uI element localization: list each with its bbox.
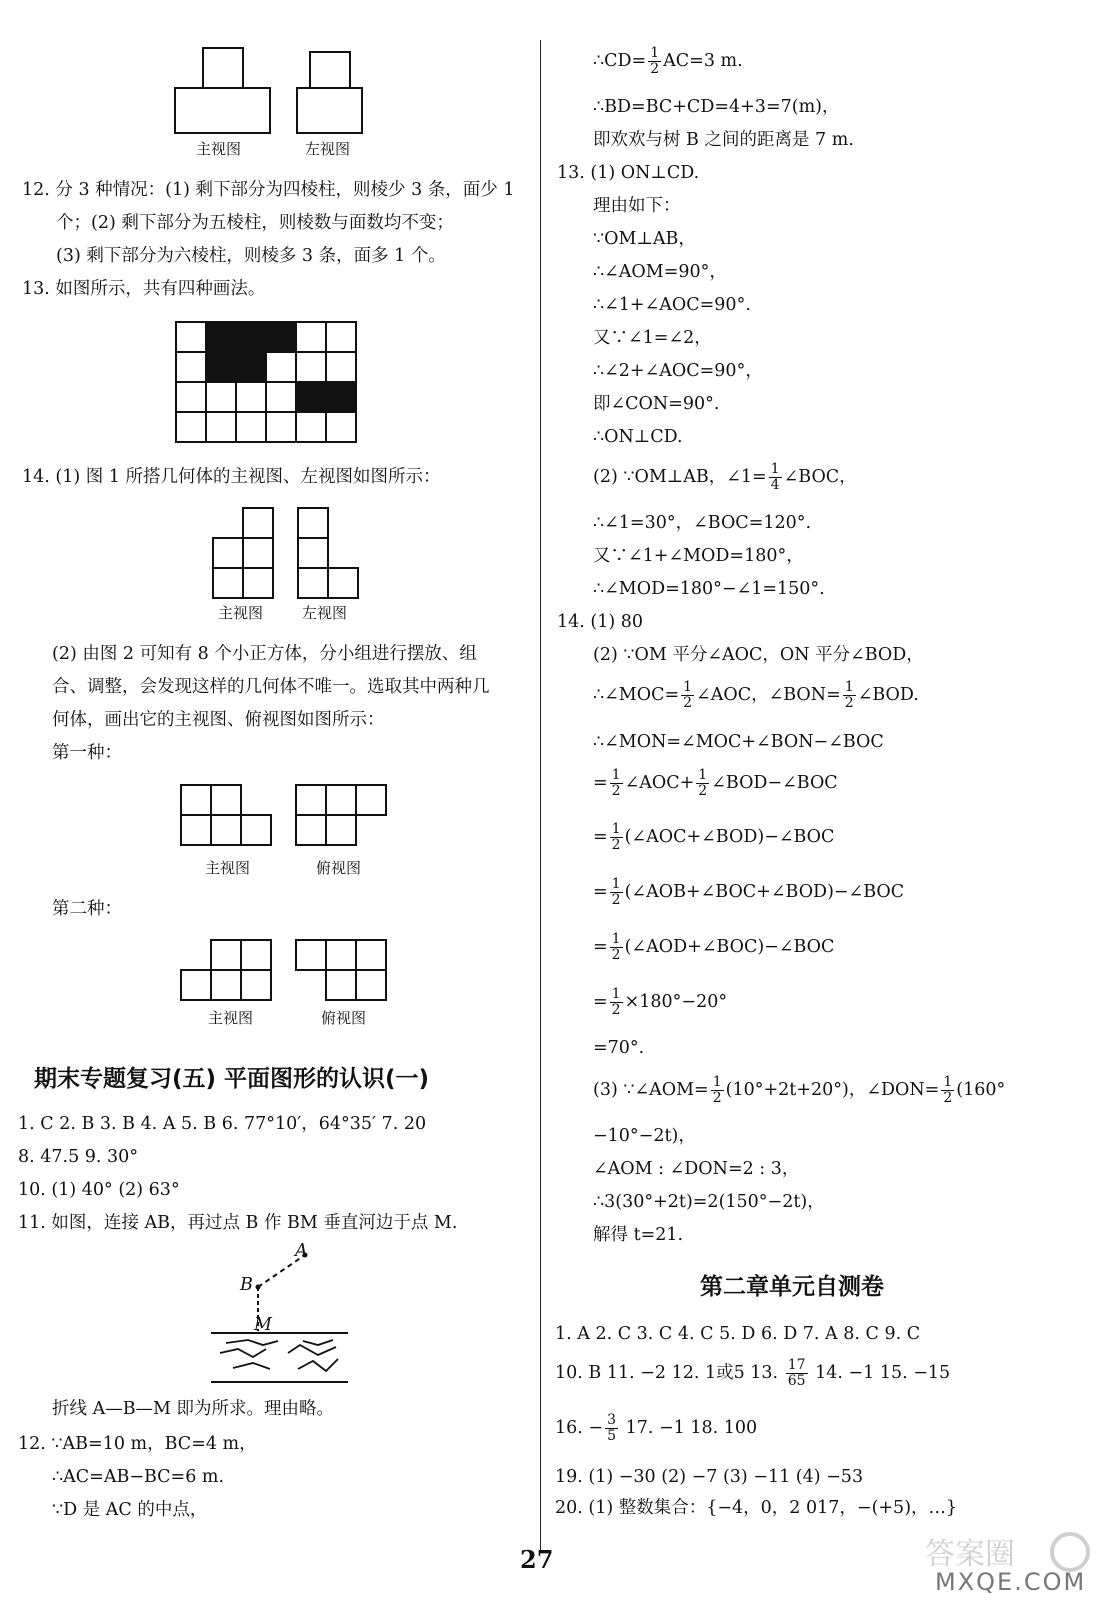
q14-part2-line-3: 何体，画出它的主视图、俯视图如图所示： (52, 710, 385, 730)
first-caption-front: 主视图 (205, 859, 251, 877)
bd-line: ∴BD=BC+CD=4+3=7(m)， (593, 97, 840, 117)
second-kind-figure (181, 940, 391, 1002)
q12-line-2: 个；(2) 剩下部分为五棱柱，则棱数与面数均不变； (56, 213, 454, 233)
q14-caption-left: 左视图 (302, 604, 348, 622)
q14-step-2: = $\frac{1}{2}$ (∠AOC+∠BOD)−∠BOC (593, 821, 835, 853)
caption-left-view: 左视图 (305, 140, 351, 158)
q13-line-5: ∴∠1+∠AOC=90°. (593, 295, 751, 315)
label-b: B (240, 1275, 253, 1295)
section-title-review-5: 期末专题复习(五) 平面图形的认识(一) (34, 1066, 430, 1092)
answers-line-1: 1. C 2. B 3. B 4. A 5. B 6. 77°10′，64°35′ 7. 20 (18, 1114, 427, 1134)
q13-line-1: 13. (1) ON⊥CD. (557, 163, 700, 183)
q14-step-6: =70°. (593, 1038, 645, 1058)
q14-part2-line-1: (2) 由图 2 可知有 8 个小正方体，分小组进行摆放、组 (52, 644, 477, 664)
q13-line-4: ∴∠AOM=90°， (593, 262, 727, 282)
q12b-line-1: 12. ∵AB=10 m，BC=4 m， (18, 1434, 257, 1454)
distance-line: 即欢欢与树 B 之间的距离是 7 m. (593, 130, 854, 150)
q14-part3-rest-3: ∴3(30°+2t)=2(150°−2t)， (593, 1192, 825, 1212)
q13-part2-rest-3: ∴∠MOD=180°−∠1=150°. (593, 579, 825, 599)
column-divider (540, 40, 541, 1550)
q14-part1: 14. (1) 80 (557, 612, 644, 632)
svg-text:答案圈: 答案圈 (925, 1537, 1015, 1572)
q13-line-6: 又∵∠1=∠2， (593, 328, 712, 348)
q14-part3-line: (3) ∵∠AOM= $\frac{1}{2}$ (10°+2t+20°)，∠DON= $\frac{1}{2}$ (160° (593, 1074, 1006, 1106)
label-m: M (254, 1315, 272, 1335)
q12-line-3: (3) 剩下部分为六棱柱，则棱多 3 条，面多 1 个。 (56, 246, 446, 266)
q13-line-3: ∵OM⊥AB， (593, 229, 696, 249)
ch2-answers-5: 20. (1) 整数集合：{−4，0，2 017，−(+5)，…} (555, 1498, 958, 1518)
top-views-figure (18, 0, 528, 140)
q14-views-figure (213, 508, 393, 600)
q13-text: 13. 如图所示，共有四种画法。 (22, 279, 266, 299)
q14-step-1: = $\frac{1}{2}$ ∠AOC+ $\frac{1}{2}$ ∠BOD−∠BOC (593, 767, 838, 799)
fraction-half: $\frac{1}{2}$ (650, 45, 660, 77)
watermark-text: MXQE.COM (935, 1568, 1087, 1596)
q13-line-2: 理由如下： (593, 196, 681, 216)
ch2-answers-4: 19. (1) −30 (2) −7 (3) −11 (4) −53 (555, 1467, 864, 1487)
first-kind-label: 第一种： (52, 743, 122, 763)
q14-part3-rest-1: −10°−2t)， (593, 1126, 696, 1146)
q14-caption-front: 主视图 (218, 604, 264, 622)
ch2-answers-3: 16. − $\frac{3}{5}$ 17. −1 18. 100 (555, 1412, 758, 1444)
section-title-chapter2: 第二章单元自测卷 (700, 1274, 884, 1300)
q14-mon-line: ∴∠MON=∠MOC+∠BON−∠BOC (593, 732, 884, 752)
q14-part1: 14. (1) 图 1 所搭几何体的主视图、左视图如图所示： (22, 467, 441, 487)
q13-part2-rest-1: ∴∠1=30°，∠BOC=120°. (593, 513, 812, 533)
q13-line-7: ∴∠2+∠AOC=90°， (593, 361, 763, 381)
q14-moc-line: ∴∠MOC= $\frac{1}{2}$ ∠AOC，∠BON= $\frac{1}{2}$ ∠BOD. (593, 679, 919, 711)
q14-step-3: = $\frac{1}{2}$ (∠AOB+∠BOC+∠BOD)−∠BOC (593, 876, 905, 908)
q11-text: 11. 如图，连接 AB，再过点 B 作 BM 垂直河边于点 M. (18, 1213, 458, 1233)
q13-grid-figure (176, 322, 361, 444)
ch2-answers-2: 10. B 11. −2 12. 1或5 13. $\frac{17}{65}$ 14. −1 15. −15 (555, 1357, 951, 1389)
first-kind-figure (181, 785, 391, 847)
answers-line-2: 8. 47.5 9. 30° (18, 1147, 139, 1167)
q14-part2: (2) ∵OM 平分∠AOC，ON 平分∠BOD， (593, 645, 924, 665)
q13-line-9: ∴ON⊥CD. (593, 427, 683, 447)
answers-line-3: 10. (1) 40° (2) 63° (18, 1180, 180, 1200)
q13-part2-rest-2: 又∵∠1+∠MOD=180°， (593, 546, 804, 566)
second-caption-front: 主视图 (208, 1009, 254, 1027)
q13-line-8: 即∠CON=90°. (593, 394, 720, 414)
q14-step-4: = $\frac{1}{2}$ (∠AOD+∠BOC)−∠BOC (593, 931, 835, 963)
page-number: 27 (520, 1545, 554, 1574)
caption-front-view: 主视图 (196, 140, 242, 158)
q12b-line-3: ∵D 是 AC 的中点， (52, 1500, 208, 1520)
q11-conclusion: 折线 A—B—M 即为所求。理由略。 (52, 1399, 335, 1419)
second-kind-label: 第二种： (52, 899, 122, 919)
q14-part3-rest-2: ∠AOM : ∠DON=2 : 3， (593, 1159, 800, 1179)
q14-part3-rest-4: 解得 t=21. (593, 1225, 684, 1245)
label-a: A (295, 1241, 308, 1261)
cd-line: ∴CD= $\frac{1}{2}$ AC=3 m. (593, 45, 743, 77)
q14-part2-line-2: 合、调整，会发现这样的几何体不唯一。选取其中两种几 (52, 677, 490, 697)
second-caption-top: 俯视图 (321, 1009, 367, 1027)
q12b-line-2: ∴AC=AB−BC=6 m. (52, 1467, 225, 1487)
q11-river-figure (208, 1245, 358, 1390)
ch2-answers-1: 1. A 2. C 3. C 4. C 5. D 6. D 7. A 8. C 9. C (555, 1324, 921, 1344)
q12-line-1: 12. 分 3 种情况：(1) 剩下部分为四棱柱，则棱少 3 条，面少 1 (22, 180, 515, 200)
q13-part2-line: (2) ∵OM⊥AB，∠1= $\frac{1}{4}$ ∠BOC， (593, 461, 857, 493)
q14-step-5: = $\frac{1}{2}$ ×180°−20° (593, 986, 728, 1018)
first-caption-top: 俯视图 (316, 859, 362, 877)
